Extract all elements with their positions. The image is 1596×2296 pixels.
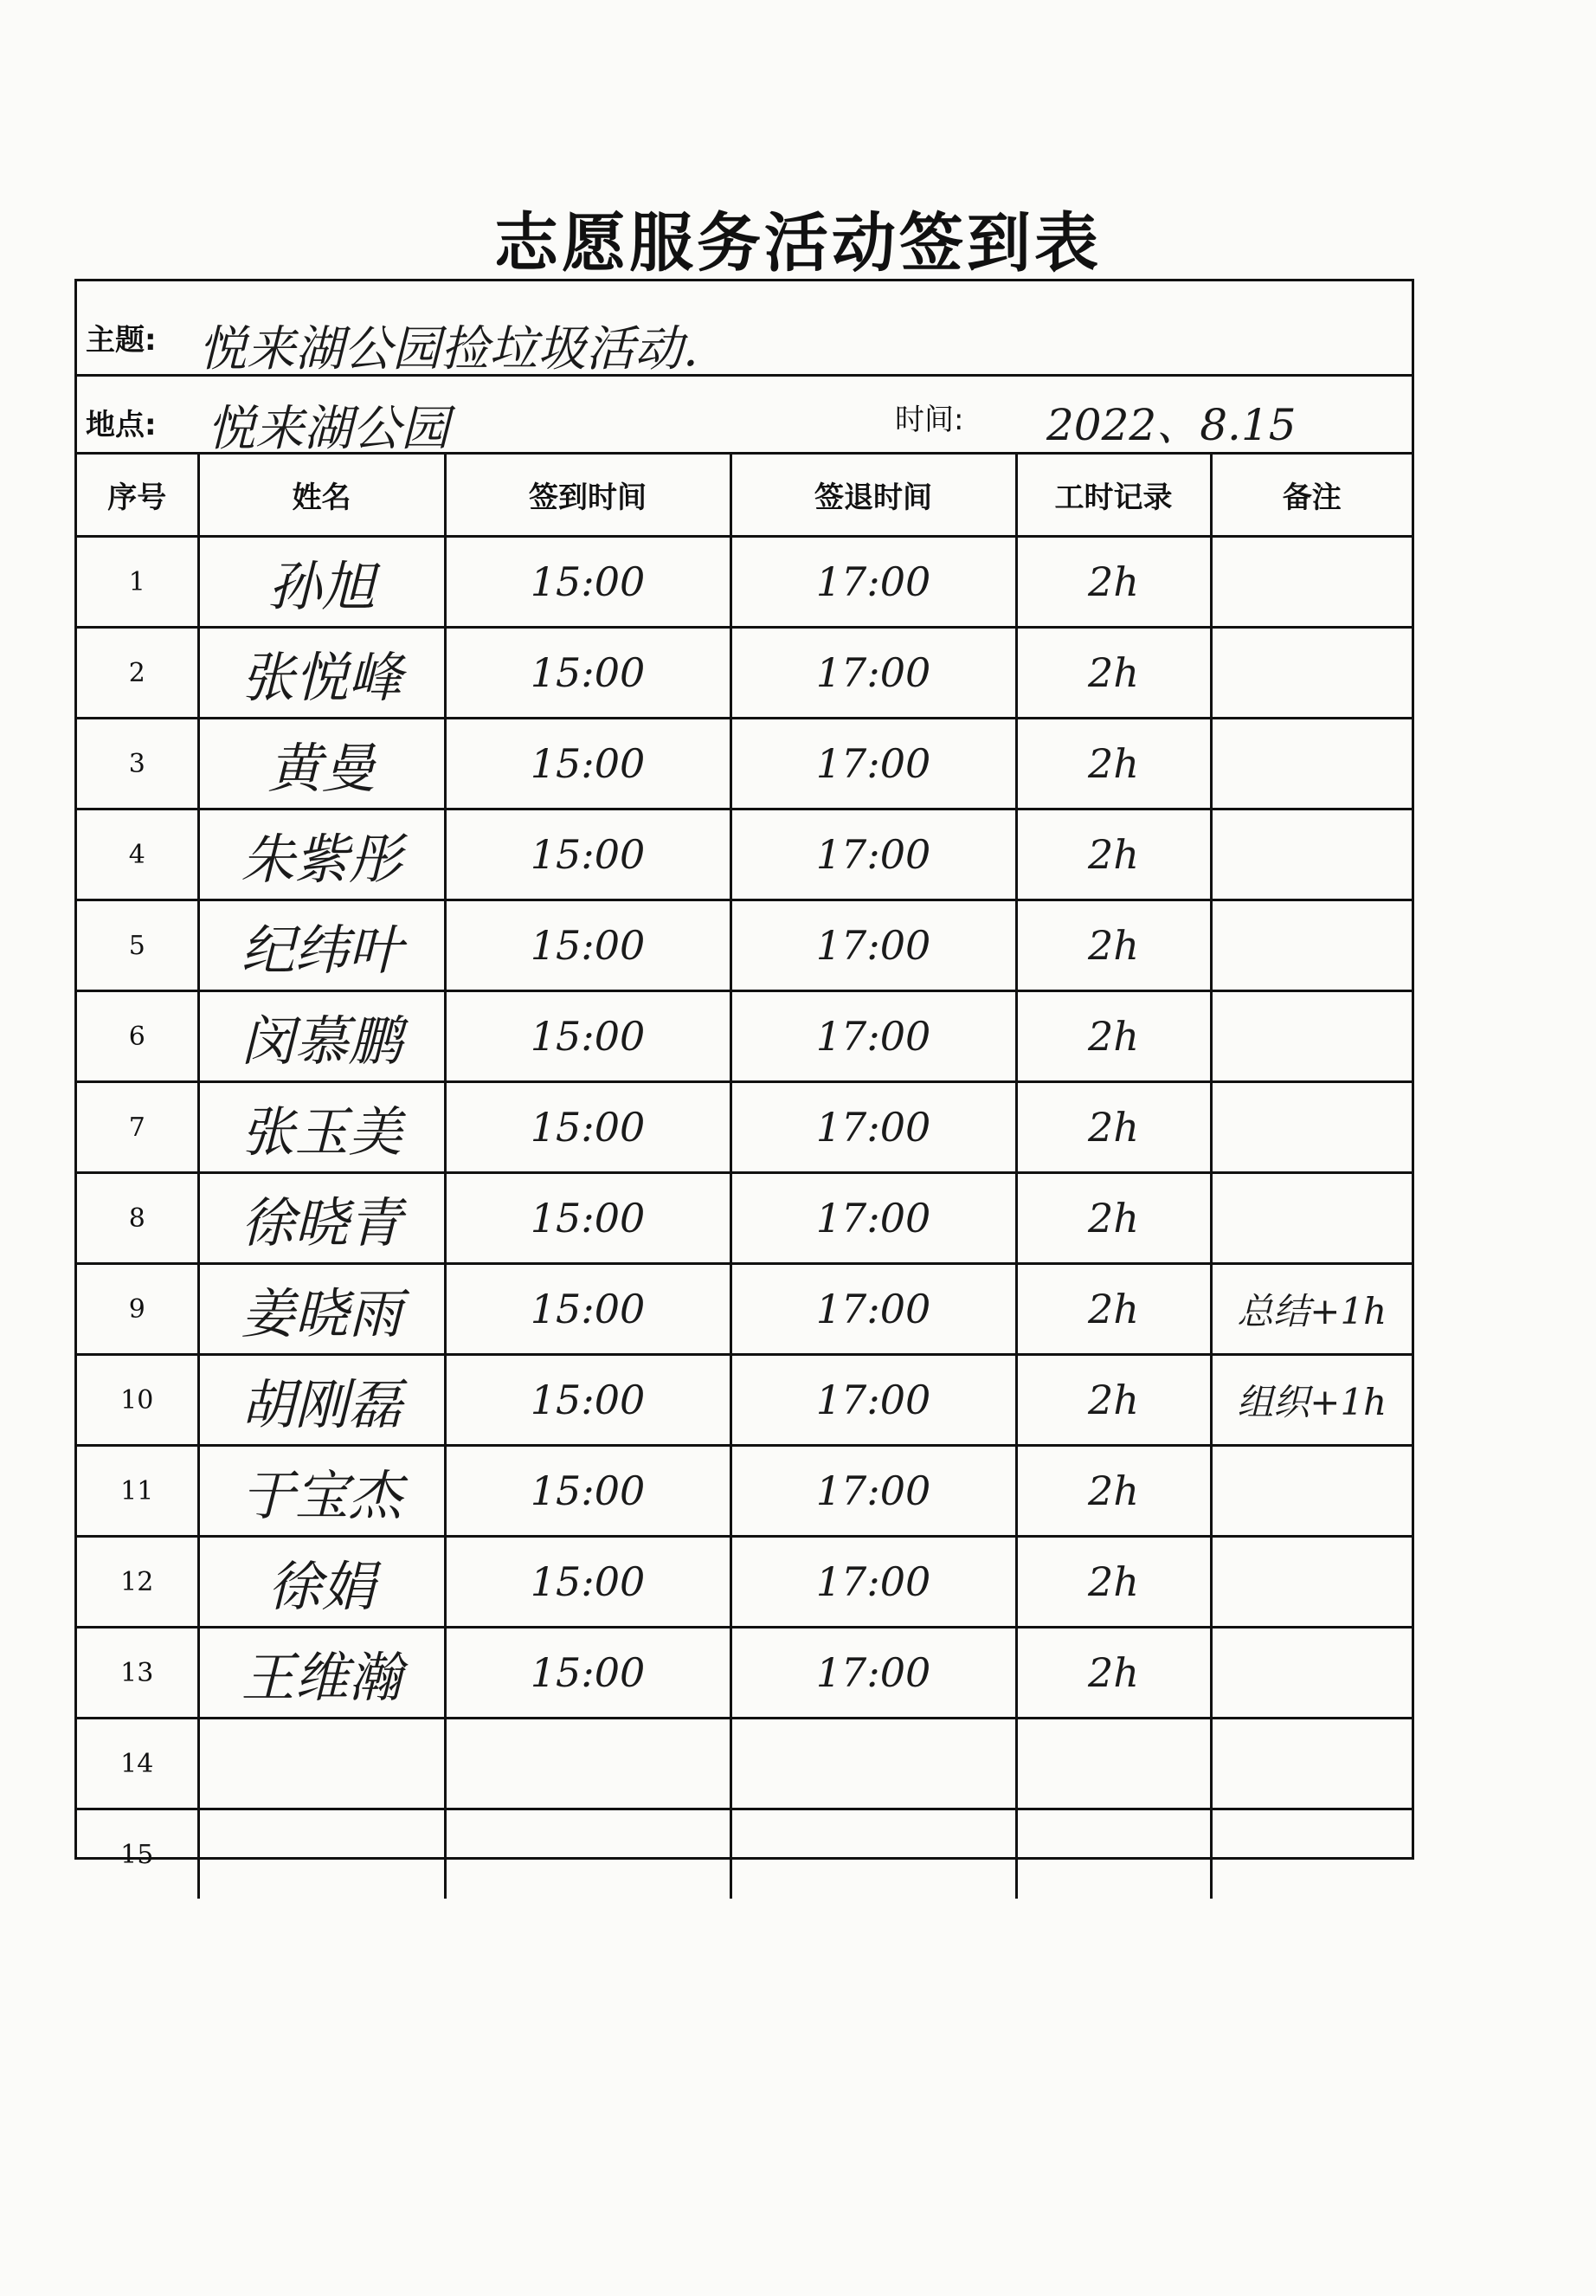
note xyxy=(1211,1809,1412,1899)
sign-in-time: 15:00 xyxy=(445,719,730,809)
hours-record: 2h xyxy=(1016,1446,1211,1537)
table-header-row xyxy=(77,455,1412,537)
volunteer-name: 张悦峰 xyxy=(198,628,445,719)
hours-record: 2h xyxy=(1016,1355,1211,1446)
volunteer-name xyxy=(198,1719,445,1809)
sign-out-time: 17:00 xyxy=(730,809,1016,900)
time-label: 时间: xyxy=(895,403,964,437)
sign-in-time: 15:00 xyxy=(445,628,730,719)
table-row xyxy=(77,1719,1412,1809)
hours-record: 2h xyxy=(1016,900,1211,991)
volunteer-name: 于宝杰 xyxy=(198,1446,445,1537)
table-row xyxy=(77,1264,1412,1355)
sign-out-time: 17:00 xyxy=(730,1173,1016,1264)
hours-record: 2h xyxy=(1016,719,1211,809)
note xyxy=(1211,719,1412,809)
hours-record: 2h xyxy=(1016,1537,1211,1628)
col-header-hours: 工时记录 xyxy=(1016,455,1211,537)
sign-out-time: 17:00 xyxy=(730,991,1016,1082)
sign-in-time xyxy=(445,1809,730,1899)
sign-out-time: 17:00 xyxy=(730,537,1016,628)
volunteer-name: 张玉美 xyxy=(198,1082,445,1173)
table-row xyxy=(77,1537,1412,1628)
sign-out-time: 17:00 xyxy=(730,1082,1016,1173)
table-row xyxy=(77,1809,1412,1899)
note xyxy=(1211,1537,1412,1628)
sign-out-time xyxy=(730,1809,1016,1899)
table-row xyxy=(77,1082,1412,1173)
location-value: 悦来湖公园 xyxy=(207,401,449,457)
page-title: 志愿服务活动签到表 xyxy=(494,206,1102,281)
note xyxy=(1211,628,1412,719)
row-number: 12 xyxy=(77,1537,198,1628)
sign-out-time: 17:00 xyxy=(730,1446,1016,1537)
note xyxy=(1211,1082,1412,1173)
location-label: 地点: xyxy=(86,408,157,442)
theme-row xyxy=(77,281,1412,377)
sign-out-time: 17:00 xyxy=(730,1355,1016,1446)
hours-record: 2h xyxy=(1016,809,1211,900)
col-header-sign-out-time: 签退时间 xyxy=(730,455,1016,537)
row-number: 8 xyxy=(77,1173,198,1264)
note xyxy=(1211,1173,1412,1264)
table-row xyxy=(77,991,1412,1082)
table-row xyxy=(77,1173,1412,1264)
volunteer-name: 徐晓青 xyxy=(198,1173,445,1264)
table-row xyxy=(77,900,1412,991)
attendance-table xyxy=(77,455,1412,1899)
row-number: 9 xyxy=(77,1264,198,1355)
note: 组织+1h xyxy=(1211,1355,1412,1446)
col-header-notes: 备注 xyxy=(1211,455,1412,537)
sign-in-time: 15:00 xyxy=(445,809,730,900)
hours-record: 2h xyxy=(1016,1082,1211,1173)
table-row xyxy=(77,537,1412,628)
sign-out-time: 17:00 xyxy=(730,1264,1016,1355)
volunteer-name: 黄曼 xyxy=(198,719,445,809)
note xyxy=(1211,537,1412,628)
row-number: 10 xyxy=(77,1355,198,1446)
hours-record: 2h xyxy=(1016,628,1211,719)
row-number: 4 xyxy=(77,809,198,900)
theme-value: 悦来湖公园捡垃圾活动. xyxy=(198,321,698,377)
volunteer-name: 孙旭 xyxy=(198,537,445,628)
row-number: 7 xyxy=(77,1082,198,1173)
col-header-name: 姓名 xyxy=(198,455,445,537)
location-row xyxy=(77,377,1412,455)
volunteer-name: 纪纬叶 xyxy=(198,900,445,991)
volunteer-name xyxy=(198,1809,445,1899)
table-row xyxy=(77,1355,1412,1446)
note xyxy=(1211,1719,1412,1809)
note xyxy=(1211,809,1412,900)
hours-record: 2h xyxy=(1016,537,1211,628)
sign-in-time: 15:00 xyxy=(445,1355,730,1446)
table-row xyxy=(77,809,1412,900)
table-row xyxy=(77,628,1412,719)
hours-record: 2h xyxy=(1016,1628,1211,1719)
row-number: 5 xyxy=(77,900,198,991)
row-number: 2 xyxy=(77,628,198,719)
hours-record: 2h xyxy=(1016,1173,1211,1264)
table-row xyxy=(77,1628,1412,1719)
table-row xyxy=(77,719,1412,809)
row-number: 6 xyxy=(77,991,198,1082)
note xyxy=(1211,1446,1412,1537)
sign-out-time: 17:00 xyxy=(730,1628,1016,1719)
note xyxy=(1211,900,1412,991)
col-header-number: 序号 xyxy=(77,455,198,537)
col-header-sign-in-time: 签到时间 xyxy=(445,455,730,537)
sign-out-time: 17:00 xyxy=(730,1537,1016,1628)
sign-in-time: 15:00 xyxy=(445,991,730,1082)
row-number: 15 xyxy=(77,1809,198,1899)
sign-in-form xyxy=(74,279,1414,1870)
hours-record: 2h xyxy=(1016,991,1211,1082)
hours-record xyxy=(1016,1809,1211,1899)
volunteer-name: 徐娟 xyxy=(198,1537,445,1628)
row-number: 3 xyxy=(77,719,198,809)
volunteer-name: 王维瀚 xyxy=(198,1628,445,1719)
row-number: 11 xyxy=(77,1446,198,1537)
note: 总结+1h xyxy=(1211,1264,1412,1355)
hours-record: 2h xyxy=(1016,1264,1211,1355)
sign-in-time: 15:00 xyxy=(445,1537,730,1628)
sign-in-time xyxy=(445,1719,730,1809)
sign-out-time: 17:00 xyxy=(730,900,1016,991)
volunteer-name: 姜晓雨 xyxy=(198,1264,445,1355)
sign-out-time: 17:00 xyxy=(730,719,1016,809)
note xyxy=(1211,991,1412,1082)
volunteer-name: 闵慕鹏 xyxy=(198,991,445,1082)
time-value: 2022、8.15 xyxy=(1046,400,1297,450)
sign-out-time xyxy=(730,1719,1016,1809)
row-number: 14 xyxy=(77,1719,198,1809)
sign-in-time: 15:00 xyxy=(445,1628,730,1719)
sign-in-time: 15:00 xyxy=(445,900,730,991)
sign-in-time: 15:00 xyxy=(445,1173,730,1264)
sign-in-time: 15:00 xyxy=(445,1082,730,1173)
sign-in-time: 15:00 xyxy=(445,1264,730,1355)
volunteer-name: 朱紫彤 xyxy=(198,809,445,900)
row-number: 1 xyxy=(77,537,198,628)
sign-in-time: 15:00 xyxy=(445,537,730,628)
theme-label: 主题: xyxy=(86,323,157,358)
sign-in-time: 15:00 xyxy=(445,1446,730,1537)
row-number: 13 xyxy=(77,1628,198,1719)
hours-record xyxy=(1016,1719,1211,1809)
note xyxy=(1211,1628,1412,1719)
sign-out-time: 17:00 xyxy=(730,628,1016,719)
table-row xyxy=(77,1446,1412,1537)
volunteer-name: 胡刚磊 xyxy=(198,1355,445,1446)
